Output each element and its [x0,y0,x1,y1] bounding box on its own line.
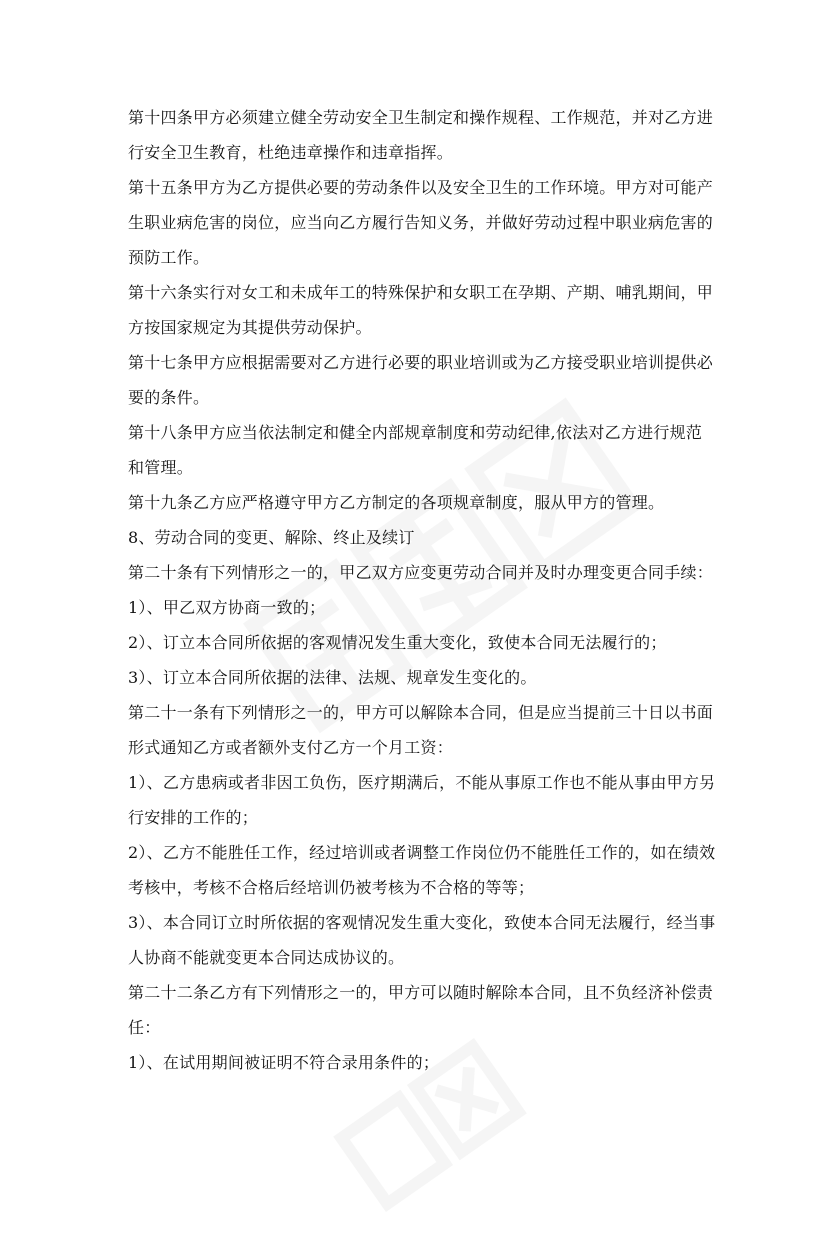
list-item-20-2: 2）、订立本合同所依据的客观情况发生重大变化，致使本合同无法履行的； [128,633,667,652]
paragraph-article-15: 第十五条甲方为乙方提供必要的劳动条件以及安全卫生的工作环境。甲方对可能产生职业病危害的岗位，应当向乙方履行告知义务，并做好劳动过程中职业病危害的预防工作。 [128,178,714,267]
list-item-21-2: 2）、乙方不能胜任工作，经过培训或者调整工作岗位仍不能胜任工作的，如在绩效考核中，考核不合格后经培训仍被考核为不合格的等等； [128,843,716,897]
paragraph-article-17: 第十七条甲方应根据需要对乙方进行必要的职业培训或为乙方接受职业培训提供必要的条件。 [128,353,714,407]
paragraph-article-14: 第十四条甲方必须建立健全劳动安全卫生制定和操作规程、工作规范，并对乙方进行安全卫生教育，杜绝违章操作和违章指挥。 [128,108,714,162]
paragraph-article-21: 第二十一条有下列情形之一的，甲方可以解除本合同，但是应当提前三十日以书面形式通知乙方或者额外支付乙方一个月工资： [128,703,714,757]
paragraph-article-22: 第二十二条乙方有下列情形之一的，甲方可以随时解除本合同，且不负经济补偿责任： [128,983,714,1037]
document-body [128,100,718,1080]
paragraph-article-18: 第十八条甲方应当依法制定和健全内部规章制度和劳动纪律,依法对乙方进行规范和管理。 [128,423,703,477]
paragraph-article-20: 第二十条有下列情形之一的，甲乙双方应变更劳动合同并及时办理变更合同手续： [128,563,714,582]
list-item-20-3: 3）、订立本合同所依据的法律、法规、规章发生变化的。 [128,668,537,687]
paragraph-article-19: 第十九条乙方应严格遵守甲方乙方制定的各项规章制度，服从甲方的管理。 [128,493,665,512]
list-item-20-1: 1）、甲乙双方协商一致的； [128,598,326,617]
section-heading-8: 8、劳动合同的变更、解除、终止及续订 [128,528,415,547]
list-item-21-3: 3）、本合同订立时所依据的客观情况发生重大变化，致使本合同无法履行，经当事人协商不能就变更本合同达成协议的。 [128,913,716,967]
list-item-21-1: 1）、乙方患病或者非因工负伤，医疗期满后，不能从事原工作也不能从事由甲方另行安排的工作的； [128,773,716,827]
paragraph-article-16: 第十六条实行对女工和未成年工的特殊保护和女职工在孕期、产期、哺乳期间，甲方按国家规定为其提供劳动保护。 [128,283,714,337]
list-item-22-1: 1）、在试用期间被证明不符合录用条件的； [128,1053,440,1072]
